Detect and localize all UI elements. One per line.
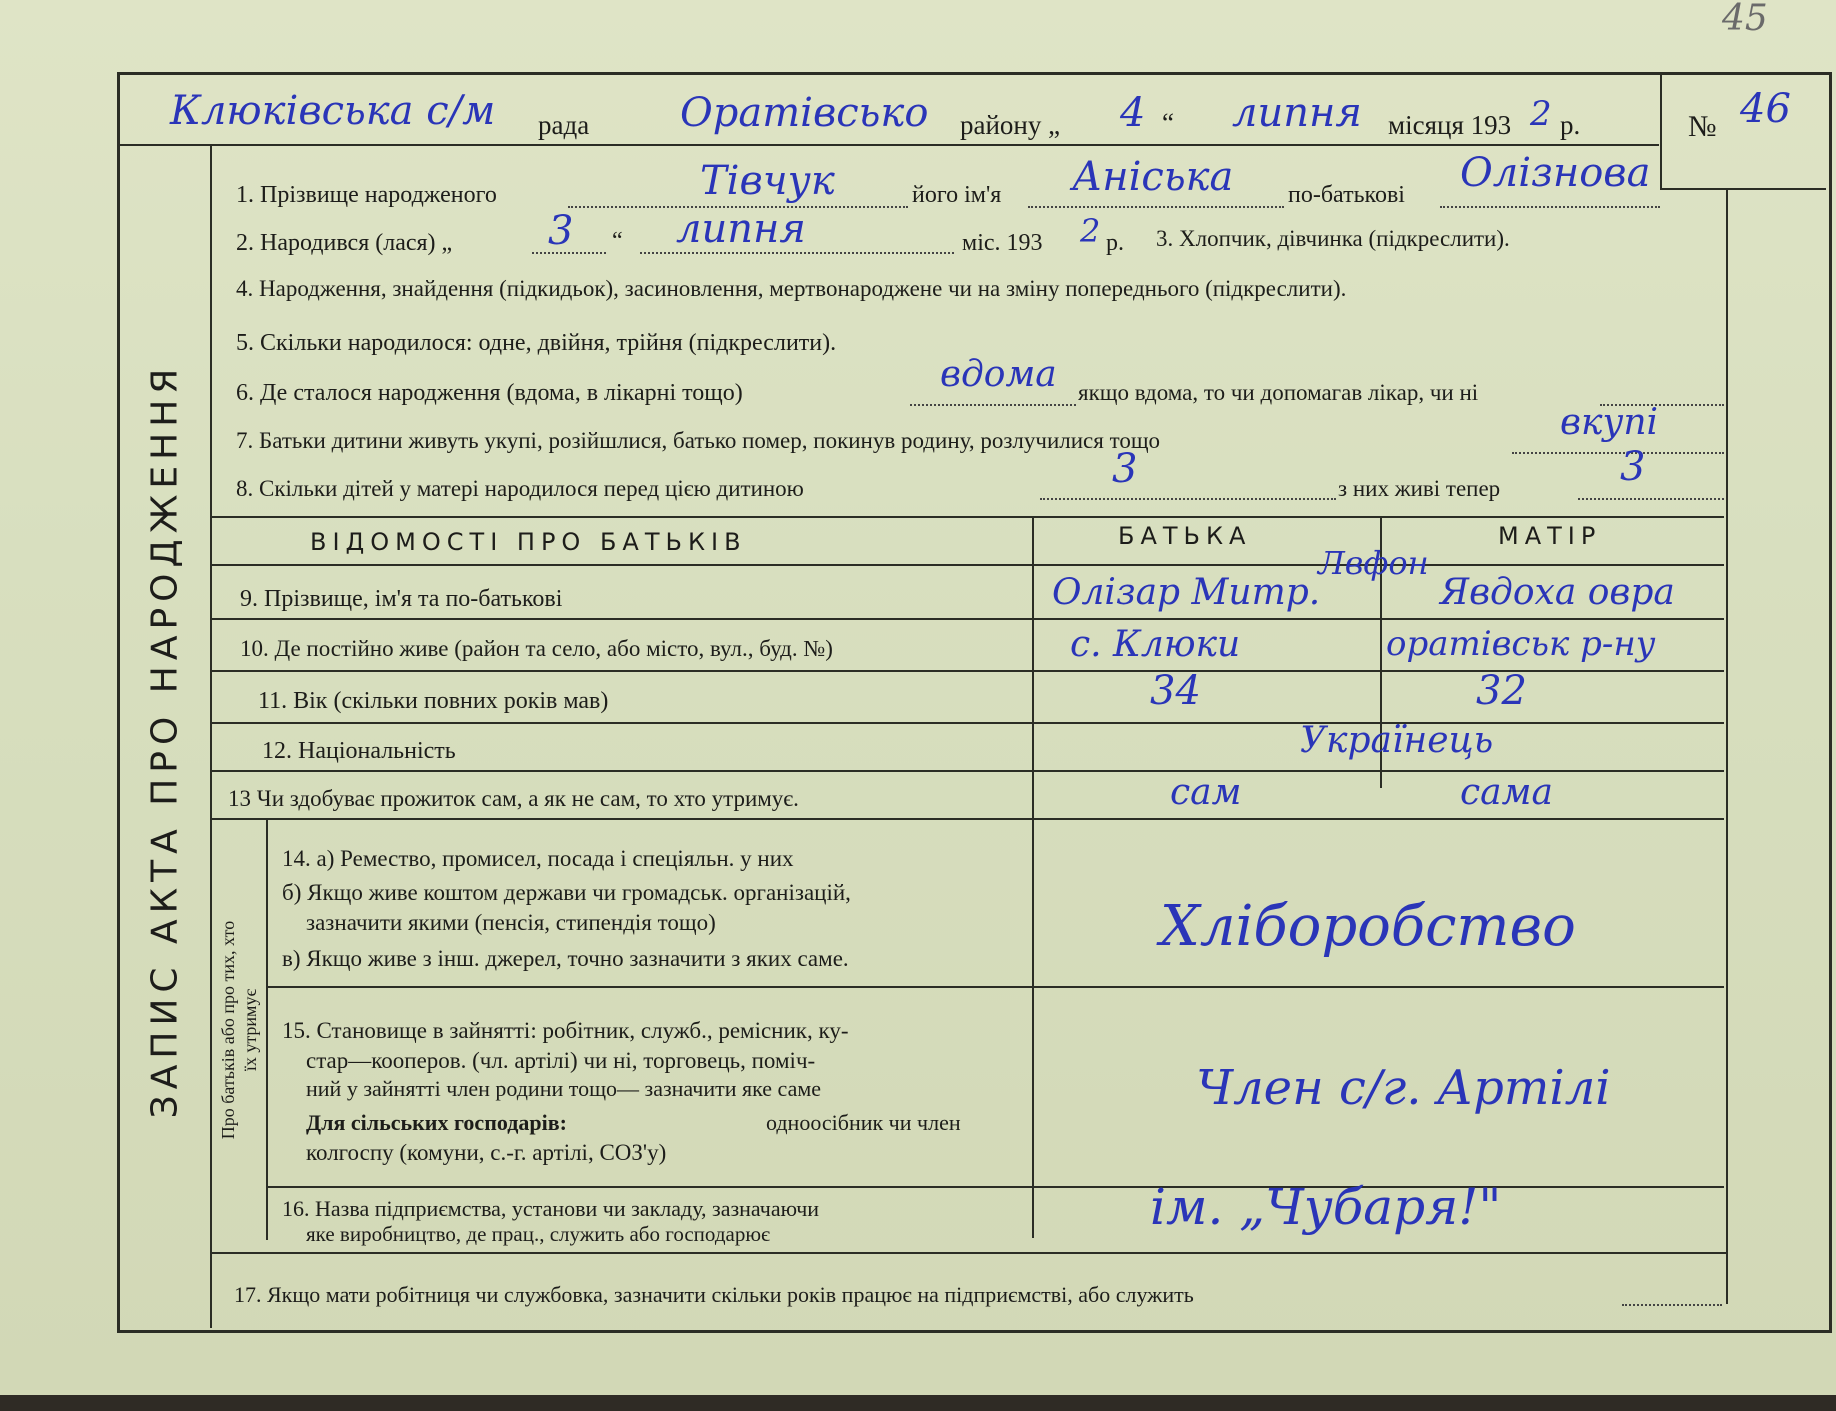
year-suffix: р. — [1560, 110, 1581, 140]
item-1-name-handwritten: Аніська — [1072, 154, 1234, 200]
item-8-alive-line — [1578, 498, 1724, 500]
table-top-line — [212, 516, 1724, 518]
item-8-label: 8. Скільки дітей у матері народилося перед цією дитиною — [236, 476, 804, 501]
row-12-label: 12. Національність — [262, 738, 456, 764]
item-5-label: 5. Скільки народилося: одне, двійня, трійня (підкреслити). — [236, 330, 837, 356]
group-label-divider — [266, 818, 268, 1240]
row-13-label: 13 Чи здобуває прожиток сам, а як не сам, то хто утримує. — [228, 786, 799, 811]
q14-handwritten: Хліборобство — [1160, 894, 1576, 959]
item-2-day-handwritten: 3 — [548, 208, 574, 254]
q15-line-3: ний у зайнятті член родини тощо— зазначити яке саме — [306, 1076, 822, 1101]
item-3-label: 3. Хлопчик, дівчинка (підкреслити). — [1156, 226, 1510, 251]
row-9-line — [212, 618, 1724, 620]
right-margin-line — [1726, 188, 1728, 1304]
item-7-handwritten: вкупі — [1560, 402, 1659, 443]
item-8-tail-label: з них живі тепер — [1338, 476, 1501, 501]
day-handwritten: 4 — [1120, 90, 1146, 136]
row-9-label: 9. Прізвище, ім'я та по-батькові — [240, 586, 563, 612]
row-9-father-handwritten: Олізар Митр. — [1052, 572, 1321, 613]
item-2-year-suffix: р. — [1106, 230, 1124, 256]
item-4-label: 4. Народження, знайдення (підкидьок), засиновлення, мертвонароджене чи на зміну попереднього (підкреслити). — [236, 276, 1347, 301]
row-13-father-handwritten: сам — [1170, 772, 1242, 813]
q15-handwritten: Член с/г. Артілі — [1196, 1060, 1611, 1116]
item-1-surname-handwritten: Тівчук — [700, 158, 835, 204]
q14-b1-label: б) Якщо живе коштом держави чи громадськ. організацій, — [282, 880, 851, 905]
item-8-count-line — [1040, 498, 1336, 500]
side-group-label: Про батьків або про тих, хто їх утримує — [218, 920, 260, 1140]
q16-handwritten: ім. „Чубаря!" — [1150, 1178, 1502, 1236]
item-2-month-line — [640, 252, 954, 254]
row-16-line — [212, 1252, 1726, 1254]
item-6-label: 6. Де сталося народження (вдома, в лікарні тощо) — [236, 380, 743, 406]
table-header-father: БАТЬКА — [1118, 522, 1252, 550]
table-header-line — [212, 564, 1724, 566]
item-7-answer-line — [1512, 452, 1724, 454]
record-number-handwritten: 46 — [1740, 86, 1791, 132]
q16-line-1: 16. Назва підприємства, установи чи закладу, зазначаючи — [282, 1196, 820, 1221]
header-bottom-line — [119, 144, 1659, 146]
number-box-left-line — [1660, 74, 1662, 190]
table-header-info: ВІДОМОСТІ ПРО БАТЬКІВ — [310, 528, 747, 556]
row-10-father-handwritten: с. Клюки — [1070, 624, 1241, 665]
row-12-both-handwritten: Українець — [1300, 720, 1494, 761]
number-box-bottom-line — [1660, 188, 1826, 190]
quote-mark: “ — [1162, 108, 1174, 138]
row-11-label: 11. Вік (скільки повних років мав) — [258, 688, 609, 714]
item-1-name-line — [1028, 206, 1284, 208]
month-label: місяця 193 — [1388, 110, 1512, 140]
row-11-mother-handwritten: 32 — [1476, 668, 1527, 714]
q15-line-4-rest: одноосібник чи член — [766, 1110, 961, 1135]
item-17-label: 17. Якщо мати робітниця чи службовка, зазначити скільки років працює на підприємстві, або служить — [234, 1282, 1194, 1307]
q14-b2-label: зазначити якими (пенсія, стипендія тощо) — [306, 910, 716, 935]
item-6-tail-label: якщо вдома, то чи допомагав лікар, чи ні — [1078, 380, 1479, 405]
item-1-patronymic-label: по-батькові — [1288, 182, 1405, 208]
side-title: ЗАПИС АКТА ПРО НАРОДЖЕННЯ — [144, 362, 186, 1118]
item-6-place-handwritten: вдома — [940, 354, 1057, 395]
year-digit-handwritten: 2 — [1530, 94, 1552, 134]
item-8-count-handwritten: 3 — [1112, 446, 1138, 492]
item-7-label: 7. Батьки дитини живуть укупі, розійшлися, батько помер, покинув родину, розлучилися тощо — [236, 428, 1161, 453]
row-13-line — [212, 818, 1724, 820]
q15-line-4-bold: Для сільських господарів: — [306, 1110, 567, 1135]
district-label: району „ — [960, 110, 1061, 140]
item-2-label: 2. Народився (лася) „ — [236, 230, 453, 256]
row-9-mother-handwritten: Явдоха овра — [1440, 572, 1675, 613]
archive-stamp-number: 45 — [1722, 0, 1768, 39]
item-8-alive-handwritten: 3 — [1620, 444, 1646, 490]
item-1-patronymic-line — [1440, 206, 1660, 208]
q14-c-label: в) Якщо живе з інш. джерел, точно зазначити з яких саме. — [282, 946, 849, 971]
row-9-mother-extra-handwritten: Лвфон — [1318, 544, 1429, 582]
row-11-line — [212, 722, 1724, 724]
row-13-mother-handwritten: сама — [1460, 772, 1553, 813]
side-title-divider — [210, 146, 212, 1328]
q15-line-5: колгоспу (комуни, с.-г. артілі, СОЗ'у) — [306, 1140, 667, 1165]
item-1-label: 1. Прізвище народженого — [236, 182, 497, 208]
row-10-label: 10. Де постійно живе (район та село, або місто, вул., буд. №) — [240, 636, 833, 661]
district-name-handwritten: Оратівсько — [680, 90, 929, 136]
q16-line-2: яке виробництво, де прац., служить або господарює — [306, 1222, 771, 1246]
council-name-handwritten: Клюківська с/м — [170, 88, 496, 134]
item-2-month-label: міс. 193 — [962, 230, 1043, 256]
item-1-name-label: його ім'я — [912, 182, 1002, 208]
council-label: рада — [538, 110, 590, 140]
item-17-answer-line — [1622, 1304, 1722, 1306]
item-2-year-handwritten: 2 — [1080, 212, 1101, 250]
row-14-line — [266, 986, 1724, 988]
item-2-month-handwritten: липня — [676, 206, 806, 252]
q14-a-label: 14. а) Ремество, промисел, посада і спеціяльн. у них — [282, 846, 794, 871]
q15-line-1: 15. Становище в зайнятті: робітник, служб., ремісник, ку- — [282, 1018, 849, 1043]
item-6-place-line — [910, 404, 1076, 406]
row-15-line — [266, 1186, 1724, 1188]
number-label: № — [1688, 110, 1717, 143]
table-header-mother: МАТІР — [1498, 522, 1602, 550]
table-col-divider-1 — [1032, 516, 1034, 1238]
row-10-mother-handwritten: оратівськ р-ну — [1386, 624, 1656, 664]
item-1-patronymic-handwritten: Олізнова — [1460, 150, 1651, 196]
month-handwritten: липня — [1232, 90, 1362, 136]
quote-mark-2: “ — [612, 228, 623, 254]
row-11-father-handwritten: 34 — [1150, 668, 1201, 714]
q15-line-2: стар—кооперов. (чл. артілі) чи ні, торговець, поміч- — [306, 1048, 816, 1073]
